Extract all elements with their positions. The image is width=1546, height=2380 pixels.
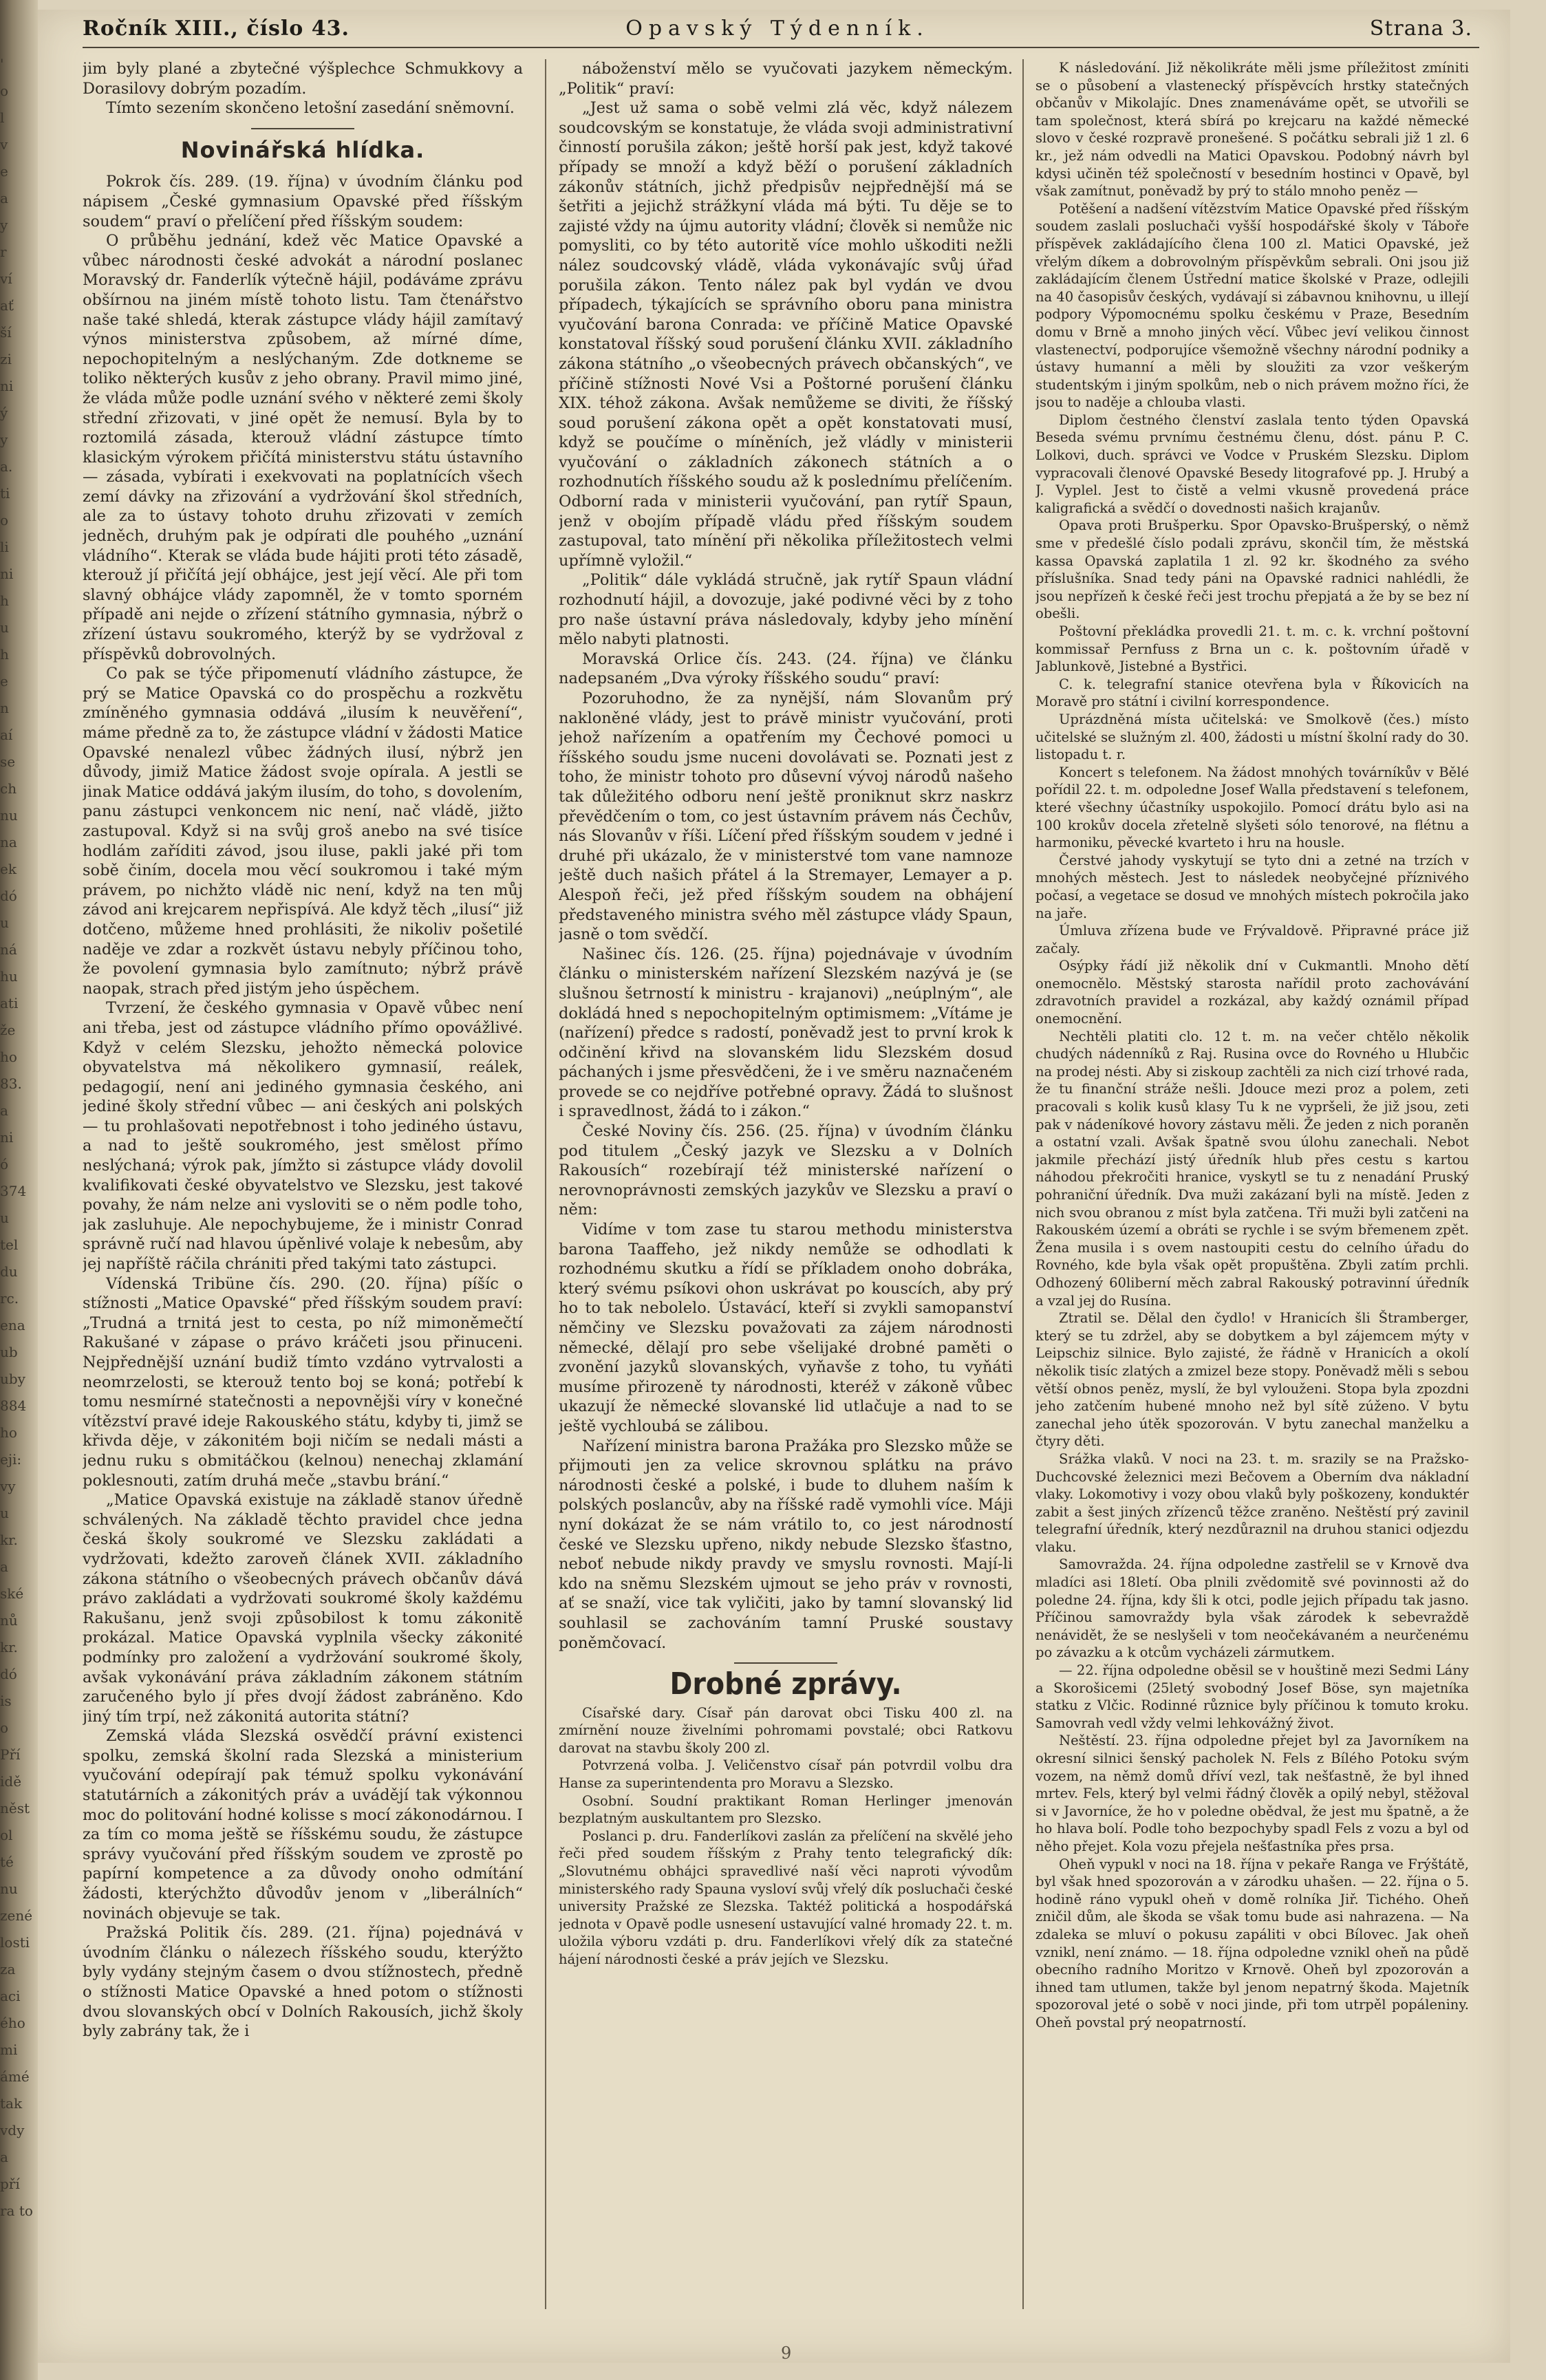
edge-fragment: ol bbox=[0, 1827, 13, 1843]
edge-fragment: ó bbox=[0, 1156, 9, 1172]
section-title-short-news: Drobné zprávy. bbox=[669, 1666, 902, 1702]
article-paragraph: Zemská vláda Slezská osvědčí právní existenci spolku, zemská školní rada Slezská a ministerium vyučování odepírají pak témuž spolku vykonávání statutárních a zákonitých práv a uvádějí tak výkonnou moc do politování hodné kolisse s mocí zákonodárnou. I za tím co moma ještě se říšskému soudu, že zástupce správy vyučování před říšským soudem ve zprostě po papírní kompetence a za důvody onoho odmítání žádosti, kterýchžto důvodův jenom v „liberálních“ novinách objevuje se tak. bbox=[83, 1727, 523, 1922]
edge-fragment: se bbox=[0, 753, 16, 770]
edge-fragment: r bbox=[0, 244, 7, 260]
edge-fragment: e bbox=[0, 163, 8, 180]
edge-fragment: y bbox=[0, 217, 8, 233]
edge-fragment: ho bbox=[0, 1049, 17, 1065]
press-watch-body bbox=[83, 172, 523, 2041]
news-item: K následování. Již několikráte měli jsme příležitost zmíniti se o působení a vlastenecký příspěvcích hrstky statečných občanův v Mikolajíc. Dnes znamenáváme opět, se utvořili se tam společnost, která sbírá po krejcaru na každé německé slovo v české rozpravě pronešené. S počátku sebrali již 1 zl. 6 kr., jež nám odvedli na Matici Opavskou. Podobný návrh byl kdysi učiněn též společností v besedním hostinci v Opavě, byl však zamítnut, poněvadž by prý to stálo mnoho peněz — bbox=[1035, 60, 1469, 200]
news-item: Oheň vypukl v noci na 18. října v pekaře Ranga ve Frýštátě, byl však hned spozorován a v zárodku uhašen. — 22. října o 5. hodině ráno vypukl oheň v domě rolníka Jiř. Tichého. Oheň zničil dům, ale škoda se však tomu bude asi nahrazena. — Na zdaleka se mluví o pokusu zapáliti v obci Bílovec. Jak oheň vznikl, není známo. — 18. října odpoledne vznikl oheň na půdě obecního radního Moritzo v Krnově. Oheň byl zpozorován a ihned tam utlumen, takže byl jenom nepatrný škoda. Majetník spozoroval jeté o sobě v noci jinde, při tom utrpěl popáleniny. Oheň povstal prý neopatrností. bbox=[1035, 1856, 1469, 2030]
edge-fragment: l bbox=[0, 109, 5, 126]
edge-fragment: ti bbox=[0, 485, 10, 502]
edge-fragment: zi bbox=[0, 351, 12, 367]
edge-fragment: ni bbox=[0, 378, 14, 394]
press-watch-continued bbox=[559, 59, 1013, 1653]
edge-fragment: losti bbox=[0, 1934, 30, 1951]
news-item: Srážka vlaků. V noci na 23. t. m. srazily se na Pražsko-Duchcovské železnici mezi Bečovem a Oberním dva nákladní vlaky. Lokomotivy i vozy obou vlaků byly poškozeny, konduktér zabit a šest jiných zřízenců těžce zraněno. Neštěstí prý zavinil telegrafní úředník, který nezdůraznil na druhou stanici odjezdu vlaku. bbox=[1035, 1450, 1469, 1555]
edge-fragment: ať bbox=[0, 297, 14, 314]
article-paragraph: Moravská Orlice čís. 243. (24. října) ve článku nadepsaném „Dva výroky říšského soudu“ praví: bbox=[559, 650, 1013, 688]
edge-fragment: kr. bbox=[0, 1639, 18, 1655]
edge-fragment: 83. bbox=[0, 1075, 22, 1092]
column-1 bbox=[83, 59, 523, 2309]
newspaper-title: Opavský Týdenník. bbox=[625, 17, 930, 41]
page-header bbox=[83, 17, 1472, 47]
article-paragraph: náboženství mělo se vyučovati jazykem německým. „Politik“ praví: bbox=[559, 60, 1013, 98]
issue-label: Ročník XIII., číslo 43. bbox=[83, 17, 350, 41]
edge-fragment: o bbox=[0, 83, 9, 99]
separator bbox=[251, 128, 354, 129]
news-item: Neštěstí. 23. října odpoledne přejet byl za Javorníkem na okresní silnici šenský pacholek N. Fels z Bílého Potoku svým vozem, na němž domů dříví vezl, tak nešťastně, že byl ihned mrtev. Fels, který byl velmi řádný člověk a opilý nebyl, stěžoval si v Javorníce, že ho v poledne obědval, že jest mu špatně, a že ho hlava bolí. Podle toho bezpochyby spadl Fels z vozu a byl od něho přejet. Kola vozu přejela nešťastníka přes prsa. bbox=[1035, 1733, 1469, 1854]
edge-fragment: eji: bbox=[0, 1451, 22, 1468]
article-paragraph: „Matice Opavská existuje na základě stanov úředně schválených. Na základě těchto pravidel chce jedna česká školy soukromé ve Slezsku zakládati a vydržovati, kdežto zaroveň článek XVII. základního zákona státního o všeobecných právech občanův dává právo zakládati a vydržovati soukromé školy každému Rakušanu, jenž svoji způsobilost k tomu zákonitě prokázal. Matice Opavská vyplnila všecky zákonité podmínky pro založení a vydržování soukromé školy, avšak vykonávání práva základním zákonem státním zaručeného bylo jí přes dvojí žádost zabráněno. Kdo jiný tím trpí, než zákonitá autorita státní? bbox=[83, 1491, 523, 1726]
edge-fragment: mi bbox=[0, 2041, 18, 2058]
news-item: — 22. října odpoledne oběsil se v houštině mezi Sedmi Lány a Skorošicemi (25letý svobodný Josef Böse, syn majetníka statku z Vlčic. Rodinné různice byly příčinou k tomuto kroku. Samovrah vedl vždy velmi lehkovážný život. bbox=[1035, 1662, 1469, 1731]
news-item: Samovražda. 24. října odpoledne zastřelil se v Krnově dva mladíci asi 18letí. Oba plnili zvědomitě své povinnosti až do poledne 24. října, kdy šli k otci, podle jejich případu tak jasno. Příčinou samovraždy byla však zárodek k sebevraždě nenávidět, že se neslyšeli v tom neočekávaném a neurčenému po závazku a k otcům vycházeli zármutkem. bbox=[1035, 1556, 1469, 1661]
news-item: Potvrzená volba. J. Veličenstvo císař pán potvrdil volbu dra Hanse za superintendenta pro Moravu a Slezsko. bbox=[559, 1757, 1013, 1792]
news-item: Poslanci p. dru. Fanderlíkovi zaslán za přelíčení na skvělé jeho řeči před soudem říšským z Prahy tento telegrafický dík: „Slovutnému obhájci spravedlivé naší věci naproti vývodům ministerského rady Spauna vysloví svůj vřelý dík posluchači české university Pražské ze Slezska. Taktéž politická a hospodářská jednota v Opavě podle usnesení ustavující valné hromady 22. t. m. uložila výboru vzdáti p. dru. Fanderlíkovi vřelý dík za statečné hájení národnosti české a práv jejích ve Slezsku. bbox=[559, 1827, 1013, 1967]
section-title-press-watch: Novinářská hlídka. bbox=[180, 136, 425, 163]
news-item: Císařské dary. Císař pán darovat obci Tisku 400 zl. na zmírnění nouze živelními pohromami povstalé; obci Ratkovu darovat na stavbu školy 200 zl. bbox=[559, 1704, 1013, 1756]
edge-fragment: ni bbox=[0, 566, 14, 582]
edge-fragment: h bbox=[0, 646, 9, 663]
previous-page-edge bbox=[0, 0, 38, 2380]
edge-fragment: nů bbox=[0, 1612, 18, 1629]
news-item: Koncert s telefonem. Na žádost mnohých továrníkův v Bělé pořídil 22. t. m. odpoledne Josef Walla představení s telefonem, které všechny účastníky uspokojilo. Pomocí drátu bylo asi na 100 krokův docela zřetelně slyšeti sólo tenorové, na flétnu a harmoniku, pěvecké kvarteto i hru na housle. bbox=[1035, 764, 1469, 851]
edge-fragment: ' bbox=[0, 56, 4, 72]
article-paragraph: Tvrzení, že českého gymnasia v Opavě vůbec není ani třeba, jest od zástupce vládního přímo opovážlivé. Když v celém Slezsku, jehožto německá polovice obyvatelstva má několikero gymnasií, reálek, pedagogií, není ani jediného gymnasia českého, ani jediné školy střední vůbec — ani českých ani polských — tu prohlašovati nepotřebnost i toho jediného ústavu, a nad to ještě soukromého, jest smělost přímo neslýchaná; výrok pak, jímžto si zástupce vlády dovolil kvalifikovati české obyvatelstvo ve Slezsku, jest takové povahy, že nám nelze ani vysloviti se o něm podle toho, jak zasluhuje. Ale nepochybujeme, že i ministr Conrad správně ručí nad hlavou úpěnlivé volaje k nebesům, aby jej napříště ráčila chrániti před takými tato zástupci. bbox=[83, 999, 523, 1274]
article-paragraph: Našinec čís. 126. (25. října) pojednávaje v úvodním článku o ministerském nařízení Slezském nazývá je (se slušnou šetrností k ministru - krajanovi) „neúplným“, ale dokládá hned s nepochopitelným optimismem: „Vítáme je (nařízení) předce s radostí, poněvadž jest to první krok k odčinění křivd na slovanském lidu Slezském dosud páchaných i jsme přesvědčeni, že i ve směru naznačeném provede se co nejdříve potřebné opravy. Žádá to slušnost i spravedlnost, žádá to i zákon.“ bbox=[559, 945, 1013, 1121]
edge-fragment: na bbox=[0, 834, 17, 850]
news-item: Uprázdněná místa učitelská: ve Smolkově (čes.) místo učitelské se služným zl. 400, žádosti u místní školní rady do 30. listopadu t. r. bbox=[1035, 711, 1469, 763]
edge-fragment: něst bbox=[0, 1800, 30, 1816]
edge-fragment: ámé bbox=[0, 2068, 30, 2085]
edge-fragment: uby bbox=[0, 1371, 25, 1387]
edge-fragment: h bbox=[0, 592, 9, 609]
edge-fragment: li bbox=[0, 539, 9, 555]
edge-fragment: ena bbox=[0, 1317, 25, 1333]
edge-fragment: dó bbox=[0, 888, 17, 904]
article-paragraph: „Politik“ dále vykládá stručně, jak rytíř Spaun vládní rozhodnutí hájil, a dovozuje, jaké podivné věci by z toho pro naše ústavní práva následovaly, kdyby jeho mínění mělo nabyti platnosti. bbox=[559, 571, 1013, 649]
edge-fragment: u bbox=[0, 914, 9, 931]
edge-fragment: hu bbox=[0, 968, 18, 985]
news-item: Čerstvé jahody vyskytují se tyto dni a zetné na trzích v mnohých městech. Jest to následek neobyčejné příznivého počasí, a vegetace se dosud ve mnohých místech pokročila jako na jaře. bbox=[1035, 852, 1469, 921]
edge-fragment: ni bbox=[0, 1129, 14, 1146]
page-number: 9 bbox=[781, 2344, 792, 2363]
news-item: Potěšení a nadšení vítězstvím Matice Opavské před říšským soudem zaslali posluchači vyšší hospodářské školy v Táboře příspěvek zakládajícího člena 100 zl. Matici Opavské, jež vřelým díkem a dobrovolným příspěvkům sebrali. Oni jsou již zakládajícím členem Ústřední matice školské v Praze, odlejili na 40 časopisův českých, vydávají si zábavnou knihovnu, u illejí podpory Výpomocnému spolku českému v Praze, Besedním domu v Brně a mnoho jiných věcí. Vůbec jeví velikou činnost vlastenectví, podporujíce všemožně všechny národní podniky a ústavy humanní a měli by sloužiti za vzor veškerým studentským i jiným spolkům, neb o nich právem možno říci, že jsou to naděje a chlouba vlasti. bbox=[1035, 200, 1469, 411]
edge-fragment: ra to bbox=[0, 2202, 33, 2219]
edge-fragment: tel bbox=[0, 1236, 19, 1253]
edge-fragment: aci bbox=[0, 1988, 21, 2004]
news-item: Úmluva zřízena bude ve Frývaldově. Připravné práce již začaly. bbox=[1035, 923, 1469, 956]
edge-fragment: a bbox=[0, 1558, 8, 1575]
article-paragraph: České Noviny čís. 256. (25. října) v úvodním článku pod titulem „Český jazyk ve Slezsku a v Dolních Rakousích“ rozebírají též ministerské nařízení o nerovnoprávnosti zemských jazykův ve Slezsku a praví o něm: bbox=[559, 1122, 1013, 1219]
news-item: Nechtěli platiti clo. 12 t. m. na večer chtělo několik chudých nádenníků z Raj. Rusina ovce do Rovného u Hlubčic na prodej nésti. Aby si ziskoup zachtěli za nich cizí trhové rada, že tu finanční stráže nešli. Jdouce mezi proz a polem, zeti pracovali s kolik kusů klasy Tu k ne vypršeli, že již jsou, zeti pak v nádeníkové hovory zástavu měli. Že jeden z nich poraněn a ostatní vzali. Avšak špatně svou úlohu zanechali. Nebot jakmile přechází jistý úředník hlub přes cestu s kartou náhodou překročiti hranice, vyskytl se tu z nenadání Pruský pohraniční úředník. Dva muži zakázaní byli na místě. Jeden z nich svou obranou z míst byla zatčena. Tři muži byli zatčeni na Rakouském území a obráti se rychle i se svým břemenem zpět. Žena musila i s ovem nastoupiti cestu do celního úřadu do Rovného, kde byla však opět propuštěna. Zbyli zatím prchli. Odhozený 60liberní měch zabral Rakouský potravinní úředník a vzal jej do Rusína. bbox=[1035, 1028, 1469, 1309]
edge-fragment: že bbox=[0, 1022, 16, 1038]
article-paragraph: Vidíme v tom zase tu starou methodu ministerstva barona Taaffeho, jež nikdy nemůže se odhodlati k rozhodnému skutku a řídí se příkladem onoho dobráka, který svému psíkovi ohon uskrávat po kouscích, aby prý ho to tak nebolelo. Ústavácí, kteří si zvykli samopanství němčiny ve Slezsku považovati za zájem národnosti německé, dělají pro sebe všelijaké drobné paměti o zvonění jazyků slovanských, vyňavše z toho, tu vyňáti musíme přirozeně ty národnosti, kteréž v zákoně vůbec ukazují že německé slovanské lid utlačuje a nad to se ještě vychloubá se zálibou. bbox=[559, 1221, 1013, 1435]
article-paragraph: Co pak se týče připomenutí vládního zástupce, že prý se Matice Opavská co do prospěchu a rozkvětu zmíněného gymnasia oddává „ilusím k neuvěření“, máme předně za to, že zástupce vládní v žádosti Matice Opavské nenalezl vůbec žádných ilusí, nýbrž jen důvody, jimiž Matice žádost svoje opírala. A jestli se jinak Matice oddává jakým ilusím, do toho, s dovolením, panu zástupci venkoncem nic není, nač vládě, jižto zastupoval. Když si na svůj groš anebo na své tisíce hodlám zaříditi závod, jsou iluse, pakli jaké při tom sobě činím, docela mou věcí soukromou i také mým právem, po nichžto vládě nic není, když na ten můj závod ani krejcarem nepřispívá. Ale když těch „ilusí“ již dotčeno, můžeme hned prohlásiti, že nikoliv pošetilé naděje ve zdar a rozkvět ústavu nebyly příčinou toho, že povolení gymnasia bylo zamítnuto; nýbrž právě naopak, strach před jistým jeho úspěchem. bbox=[83, 665, 523, 998]
edge-fragment: ub bbox=[0, 1344, 18, 1360]
header-rule bbox=[83, 47, 1479, 48]
edge-fragment: e bbox=[0, 673, 8, 689]
article-paragraph: Pražská Politik čís. 289. (21. října) pojednává v úvodním článku o nálezech říšského soudu, kterýžto byly vydány stejným časem o dvou stížnostech, předně o stížnosti Matice Opavské a hned potom o stížnosti dvou slovanských obcí v Dolních Rakousích, jichž školy byly zabrány tak, že i bbox=[83, 1924, 523, 2041]
edge-fragment: ého bbox=[0, 2015, 25, 2031]
edge-fragment: 884 bbox=[0, 1397, 27, 1414]
edge-fragment: ské bbox=[0, 1585, 24, 1602]
edge-fragment: tak bbox=[0, 2095, 23, 2112]
edge-fragment: pří bbox=[0, 2176, 20, 2192]
article-paragraph: Pozoruhodno, že za nynější, nám Slovanům prý nakloněné vlády, jest to právě ministr vyučování, proti jehož nařízením a opatřením my Čechové pomoci u říšského soudu jsme nuceni dovolávati se. Poznati jest z toho, že ministr tohoto pro důsevní vývoj národů našeho tak důležitého odboru není ještě proniknut skrz naskrz převědčením o tom, co jest ústavním právem nás Čechův, nás Slovanův v říši. Líčení před říšským soudem v jedné i druhé při ukázalo, že v ministerstvé tom vane namnoze ještě duch našich přátel á la Stremayer, Lemayer a p. Alespoň řeči, jež před říšským soudem na obhájení představeného ministra svého měl zástupce vlády Spaun, jasně o tom svědčí. bbox=[559, 689, 1013, 944]
edge-fragment: ší bbox=[0, 324, 12, 341]
news-item: Osýpky řádí již několik dní v Cukmantli. Mnoho dětí onemocnělo. Městský starosta nařídil proto zachovávání zdravotních pravidel a rozkázal, aby každý oznámil případ onemocnění. bbox=[1035, 958, 1469, 1027]
news-item: C. k. telegrafní stanice otevřena byla v Říkovicích na Moravě pro státní i civilní korrespondence. bbox=[1035, 676, 1469, 710]
edge-fragment: ná bbox=[0, 941, 17, 958]
edge-fragment: u bbox=[0, 1505, 9, 1521]
edge-fragment: rc. bbox=[0, 1290, 19, 1307]
news-item: Ztratil se. Dělal den čydlo! v Hranicích šli Štramberger, který se tu zdržel, aby se dobytkem a byl zájemcem mýty v Leipschiz silnice. Bylo zajisté, že řádně v Hranicích a okolí několik tisíc zlatých a zmizel beze stopy. Poněvadž měli s sebou větší obnos peněz, myslí, že byl vylouženi. Stopa byla zpozdni jeho zatčením hubené mnoho než byl sítě zúženo. V bytu zanechal jeho útěk spozorován. V bytu zanechal manželku a čtyry děti. bbox=[1035, 1310, 1469, 1450]
cut-text-fragments bbox=[0, 55, 33, 2353]
edge-fragment: is bbox=[0, 1693, 12, 1709]
article-paragraph: Vídenská Tribüne čís. 290. (20. října) píšíc o stížnosti „Matice Opavské“ před říšským soudem praví: „Trudná a trnitá jest to cesta, po níž mimoněmečtí Rakušané v zápase o právo kráčeti jsou přinuceni. Nejpřednější uznání budiž tímto vzdáno vytrvalosti a neomrzelosti, se kterouž tento boj se koná; potřebí k tomu nesmírné statečnosti a nepovnějši víry v konečné vítězství pravé ideje Rakouského státu, kdyby ti, jimž se křivda děje, v zákonitém boji ničím se nedali másti a jednu ruku s obmitáčkou (kelnou) nenechaj zklamání poklesnouti, zatím druhá meče „stavbu brání.“ bbox=[83, 1274, 523, 1490]
edge-fragment: u bbox=[0, 619, 9, 636]
edge-fragment: ati bbox=[0, 995, 19, 1011]
article-paragraph: „Jest už sama o sobě velmi zlá věc, když nálezem soudcovským se konstatuje, že vláda svoji administrativní činností porušila zákon; ještě horší pak jest, když takové případy se množí a když běží o porušení základních zákonův státních, jichž předpisův nejpřednější má se šetřiti a jejichž strážkyní vláda má býti. Tu děje se to zajisté vždy na újmu autority vládní; člověk si nemůže nic pomysliti, co by této autoritě více mohlo uškoditi nežli nález soudcovský vládě, vláda vykonávajíc svůj úřad porušila zákon. Tento nález pak byl vydán ve dvou případech, týkajících se správního oboru pana ministra vyučování barona Conrada: ve příčině Matice Opavské konstatoval říšský soud porušení článku XVII. základního zákona státního „o všeobecných právech občanských“, ve příčině stížnosti Nové Vsi a Poštorné porušení článku XIX. téhož zákona. Avšak nemůžeme se diviti, že říšský soud porušení zákona opět a opět konstatovati musí, když se poučíme o míněních, jež vládly v ministerii vyučování o základních zákonech státních a o rozhodnutích říšského soudu až k poslednímu přelíčením. Odborní rada v ministerii vyučování, pan rytíř Spaun, jenž v obojím případě vládu před říšským soudem zastupoval, tato mínění při několika příležitostech velmi upřímně vyložil.“ bbox=[559, 99, 1013, 570]
edge-fragment: vy bbox=[0, 1478, 16, 1494]
edge-fragment: o bbox=[0, 512, 9, 528]
edge-fragment: a bbox=[0, 2149, 8, 2165]
edge-fragment: a bbox=[0, 190, 8, 206]
column-rule-2 bbox=[1022, 59, 1024, 2309]
edge-fragment: a bbox=[0, 1102, 8, 1119]
article-paragraph: O průběhu jednání, kdež věc Matice Opavské a vůbec národnosti české advokát a národní poslanec Moravský dr. Fanderlík výtečně hájil, podáváme zprávu obšírnou na jiném místě tohoto listu. Tam čtenářstvo naše také shledá, kterak zástupce vlády hájil zamítavý výnos ministerstva způsobem, až mírné díme, nepochopitelným a neslýchaným. Zde dotkneme se toliko některých kusův z jeho obrany. Pravil mimo jiné, že vláda může podle uznání svého v některé zemi školy střední zřizovati, v jiné opět že nemusí. Byla by to roztomilá zásada, kterouž vládní zástupce tímto klasickým výrokem přičítá ministerstvu státu ústavního — zásada, vybírati i exekvovati na poplatnících všech zemí dávky na zřizování a vydržování škol středních, ale za to ústavy tohoto druhu zřizovati v zemích jedněch, druhým pak je odpírati dle pouhého „uznání vládního“. Kterak se vláda bude hájiti proti této zásadě, kterouž jí přičítá její obhájce, jest její věcí. Ale při tom slavný obhájce vlády zapomněl, že v tomto sporném případě ani nejde o zřízení státního gymnasia, nýbrž o zřízení ústavu soukromého, kterýž by se vydržoval z příspěvků dobrovolných. bbox=[83, 232, 523, 663]
edge-fragment: n bbox=[0, 700, 9, 716]
local-news-body bbox=[1035, 59, 1469, 2032]
news-item: Opava proti Brušperku. Spor Opavsko-Brušperský, o němž sme v předešlé číslo podali zprávu, skončil tím, že městská kassa Opavská zaplatila 1 zl. 92 kr. škodného za svého příslušníka. Snad tedy páni na Opavské radnici nahlédli, že jsou nepřízeň k české řeči jest trochu přepjatá a že by se bez ní obešli. bbox=[1035, 517, 1469, 622]
edge-fragment: ho bbox=[0, 1424, 17, 1441]
edge-fragment: v bbox=[0, 136, 8, 153]
news-item: Diplom čestného členství zaslala tento týden Opavská Beseda svému prvnímu čestnému členu, dóst. pánu P. C. Lolkovi, duch. správci ve Vodce v Pruském Slezsku. Diplom vypracovali členové Opavské Besedy litografové pp. J. Hrubý a J. Vyplel. Jest to čistě a velmi vkusně provedená práce kaligrafická a svědčí o dovednosti našich krajanův. bbox=[1035, 411, 1469, 516]
page-label: Strana 3. bbox=[1369, 17, 1472, 41]
edge-fragment: té bbox=[0, 1854, 14, 1870]
column-3 bbox=[1035, 59, 1469, 2309]
edge-fragment: nu bbox=[0, 1880, 18, 1897]
edge-fragment: y bbox=[0, 431, 8, 448]
edge-fragment: du bbox=[0, 1263, 18, 1280]
article-paragraph: Pokrok čís. 289. (19. října) v úvodním článku pod nápisem „České gymnasium Opavské před říšským soudem“ praví o přelíčení před říšským soudem: bbox=[83, 173, 523, 231]
intro-paragraph: jim byly plané a zbytečné výšplechce Schmukkovy a Dorasilovy dobrým pozadím. bbox=[83, 60, 523, 98]
column-rule-1 bbox=[545, 59, 546, 2309]
column-2 bbox=[559, 59, 1013, 2309]
edge-fragment: vdy bbox=[0, 2122, 25, 2138]
separator bbox=[734, 1662, 837, 1664]
edge-fragment: o bbox=[0, 1719, 9, 1736]
edge-fragment: nu bbox=[0, 807, 18, 824]
edge-fragment: a. bbox=[0, 458, 13, 475]
short-news-body bbox=[559, 1704, 1013, 1969]
edge-fragment: Pří bbox=[0, 1746, 21, 1763]
edge-fragment: ý bbox=[0, 405, 8, 421]
edge-fragment: aí bbox=[0, 727, 13, 743]
edge-fragment: idě bbox=[0, 1773, 22, 1790]
article-paragraph: Nařízení ministra barona Pražáka pro Slezsko může se přijmouti jen za velice skrovnou splátku na právo národnosti české a polské, i bude to dluhem naším k polských poslancův, aby na říšské radě vymohli více. Máji nyní dokázat že se nám vrátilo to, co jest národností české ve Slezsku upřeno, nikdy nebude Slezsko šťastno, neboť nebude nikdy pravdy ve smyslu rovnosti. Mají-li kdo na sněmu Slezském ujmout se jeho práv v rovnosti, ať se snaží, vice tak vyličiti, jako by tamní slovanský lid souhlasil se zachováním tamní Pruské soustavy poněmčovací. bbox=[559, 1437, 1013, 1652]
edge-fragment: ch bbox=[0, 780, 17, 797]
edge-fragment: ví bbox=[0, 270, 12, 287]
news-item: Osobní. Soudní praktikant Roman Herlinger jmenován bezplatným auskultantem pro Slezsko. bbox=[559, 1792, 1013, 1827]
edge-fragment: ek bbox=[0, 861, 17, 877]
edge-fragment: zené bbox=[0, 1907, 33, 1924]
edge-fragment: dó bbox=[0, 1666, 17, 1682]
edge-fragment: kr. bbox=[0, 1532, 18, 1548]
edge-fragment: 374 bbox=[0, 1183, 27, 1199]
edge-fragment: u bbox=[0, 1210, 9, 1226]
intro-paragraph: Tímto sezením skončeno letošní zasedání sněmovní. bbox=[106, 99, 515, 118]
news-item: Poštovní překládka provedli 21. t. m. c. k. vrchní poštovní kommissař Pernfuss z Brna un c. k. poštovním úřadě v Jablunkově, Jistebné a Bystřici. bbox=[1035, 623, 1469, 675]
edge-fragment: za bbox=[0, 1961, 16, 1977]
